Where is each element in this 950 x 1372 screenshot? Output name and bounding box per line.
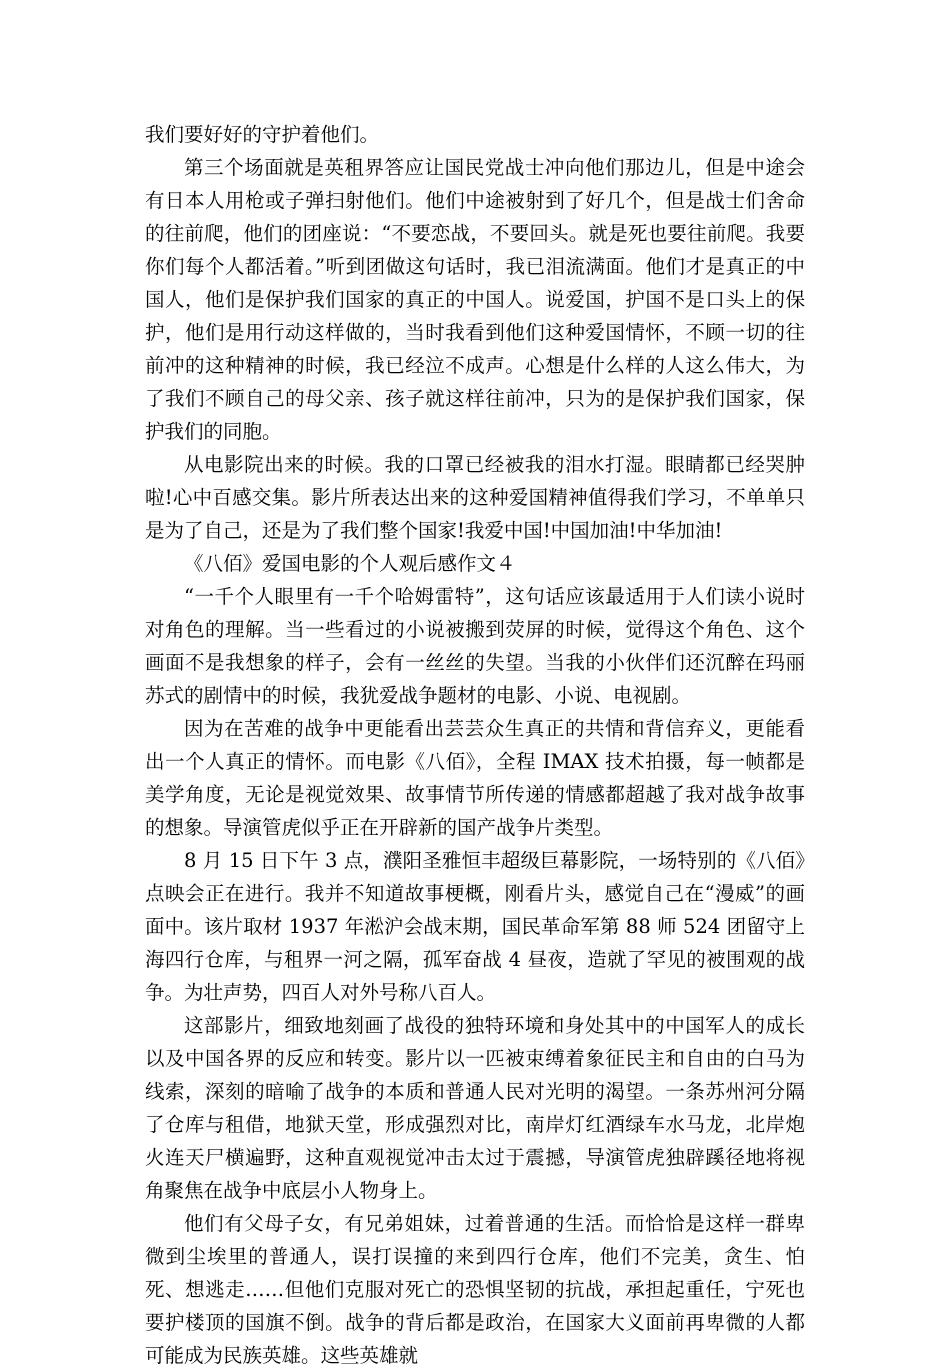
paragraph-6: 8 月 15 日下午 3 点，濮阳圣雅恒丰超级巨幕影院，一场特别的《八佰》点映会正在进行。我并不知道故事梗概，刚看片头，感觉自己在“漫威”的画面中。该片取材 1937 年淞沪会战末期，国民革命军第 88 师 524 团留守上海四行仓库，与租界一河之隔，孤军奋战 4 昼夜，造就了罕见的被围观的战争。为壮声势，四百人对外号称八百人。: [145, 849, 805, 1004]
paragraph-3: 从电影院出来的时候。我的口罩已经被我的泪水打湿。眼睛都已经哭肿啦!心中百感交集。影片所表达出来的这种爱国精神值得我们学习，不单单只是为了自己，还是为了我们整个国家!我爱中国!中国加油!中华加油!: [145, 453, 805, 542]
document-body: [145, 118, 805, 1372]
paragraph-2: 第三个场面就是英租界答应让国民党战士冲向他们那边儿，但是中途会有日本人用枪或子弹扫射他们。他们中途被射到了好几个，但是战士们舍命的往前爬，他们的团座说：“不要恋战，不要回头。就是死也要往前爬。我要你们每个人都活着。”听到团做这句话时，我已泪流满面。他们才是真正的中国人，他们是保护我们国家的真正的中国人。说爱国，护国不是口头上的保护，他们是用行动这样做的，当时我看到他们这种爱国情怀，不顾一切的往前冲的这种精神的时候，我已经泣不成声。心想是什么样的人这么伟大，为了我们不顾自己的母父亲、孩子就这样往前冲，只为的是保护我们国家，保护我们的同胞。: [145, 156, 805, 443]
paragraph-7: 这部影片，细致地刻画了战役的独特环境和身处其中的中国军人的成长以及中国各界的反应和转变。影片以一匹被束缚着象征民主和自由的白马为线索，深刻的暗喻了战争的本质和普通人民对光明的渴望。一条苏州河分隔了仓库与租借，地狱天堂，形成强烈对比，南岸灯红酒绿车水马龙，北岸炮火连天尸横遍野，这种直观视觉冲击太过于震撼，导演管虎独辟蹊径地将视角聚焦在战争中底层小人物身上。: [145, 1014, 805, 1202]
paragraph-8: 他们有父母子女，有兄弟姐妹，过着普通的生活。而恰恰是这样一群卑微到尘埃里的普通人，误打误撞的来到四行仓库，他们不完美，贪生、怕死、想逃走……但他们克服对死亡的恐惧坚韧的抗战，承担起重任，宁死也要护楼顶的国旗不倒。战争的背后都是政治，在国家大义面前再卑微的人都可能成为民族英雄。这些英雄就: [145, 1212, 805, 1367]
section-heading: 《八佰》爱国电影的个人观后感作文４: [184, 552, 516, 575]
paragraph-5: 因为在苦难的战争中更能看出芸芸众生真正的共情和背信弃义，更能看出一个人真正的情怀。而电影《八佰》，全程 IMAX 技术拍摄，每一帧都是美学角度，无论是视觉效果、故事情节所传递的情感都超越了我对战争故事的想象。导演管虎似乎正在开辟新的国产战争片类型。: [145, 717, 805, 839]
paragraph-4: “一千个人眼里有一千个哈姆雷特”，这句话应该最适用于人们读小说时对角色的理解。当一些看过的小说被搬到荧屏的时候，觉得这个角色、这个画面不是我想象的样子，会有一丝丝的失望。当我的小伙伴们还沉醉在玛丽苏式的剧情中的时候，我犹爱战争题材的电影、小说、电视剧。: [145, 585, 805, 707]
paragraph-1: 我们要好好的守护着他们。: [145, 123, 380, 146]
